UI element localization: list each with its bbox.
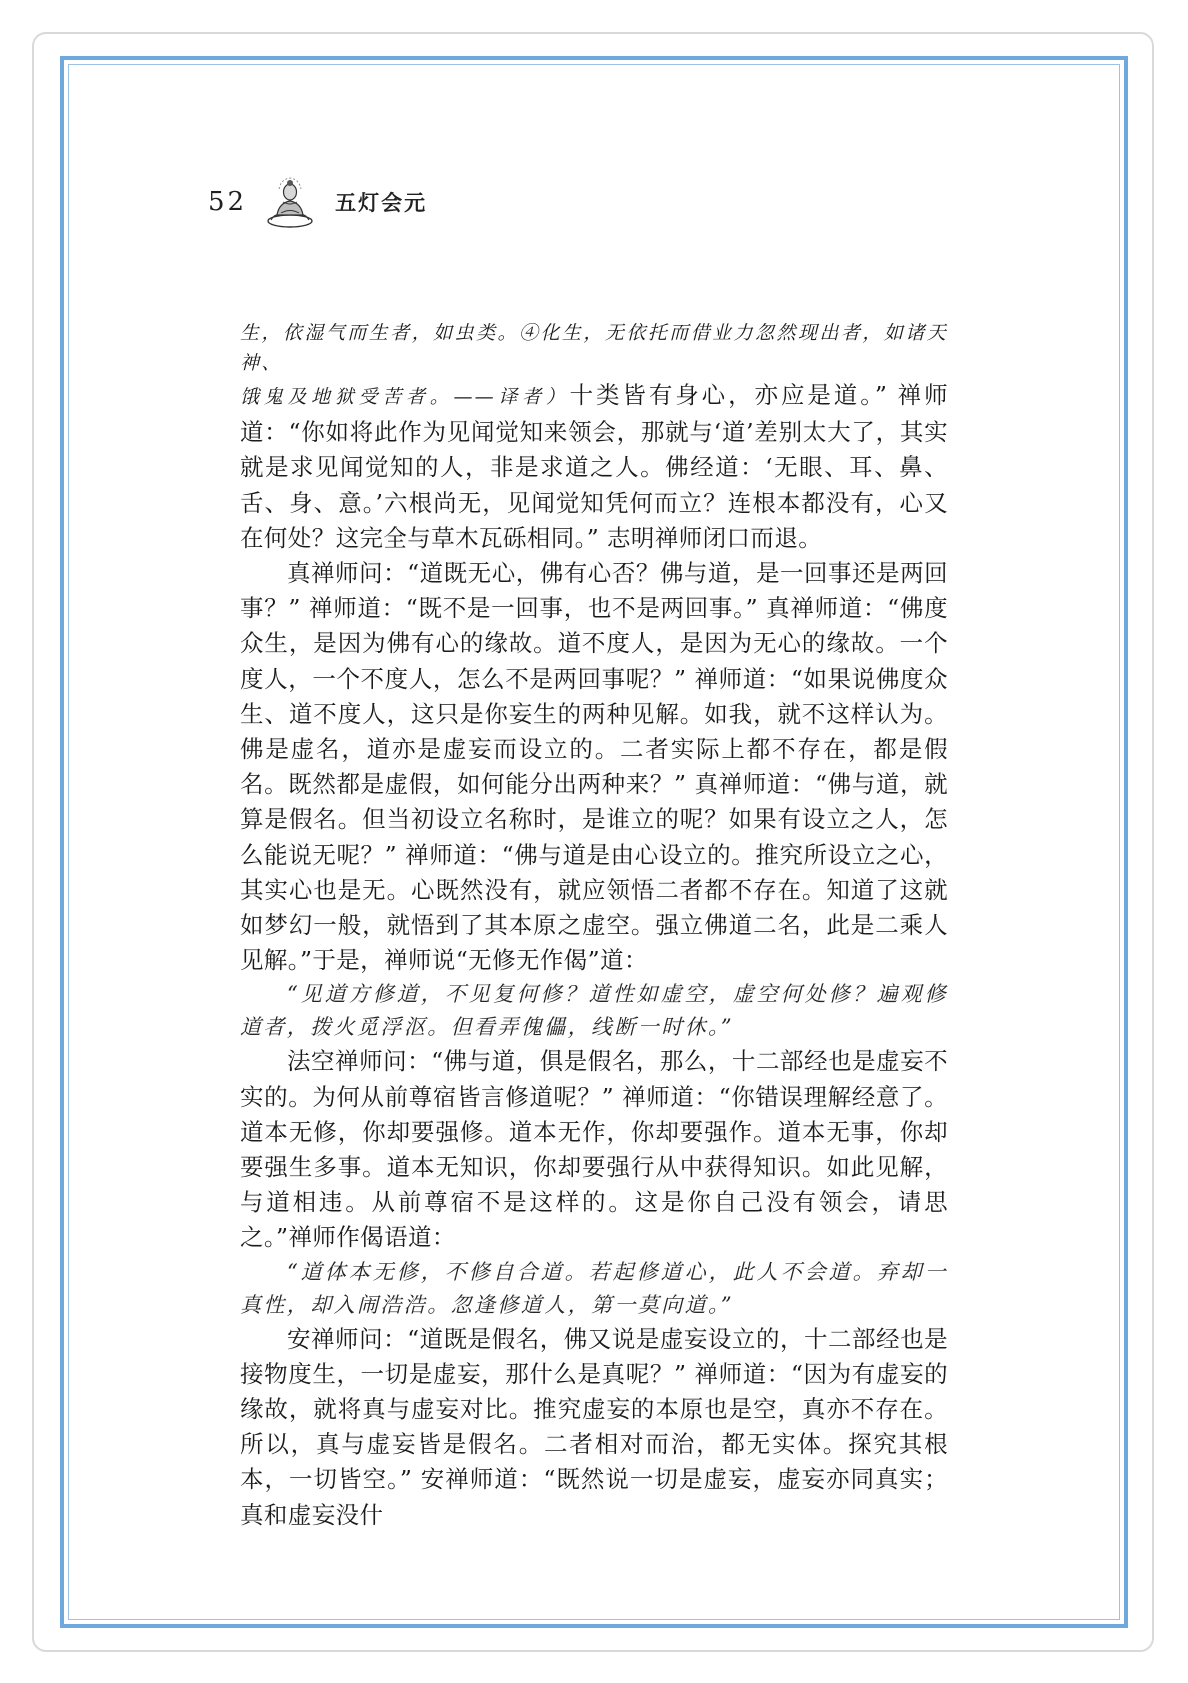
verse-2: “道体本无修，不修自合道。若起修道心，此人不会道。弃却一真性，却入闹浩浩。忽逢修道人，第一莫向道。” (240, 1259, 948, 1317)
paragraph-4: 安禅师问：“道既是假名，佛又说是虚妄设立的，十二部经也是接物度生，一切是虚妄，那什么是真呢？” 禅师道：“因为有虚妄的缘故，就将真与虚妄对比。推究虚妄的本原也是空，真亦不存在。所以，真与虚妄皆是假名。二者相对而治，都无实体。探究其根本，一切皆空。” 安禅师道：“既然说一切是虚妄，虚妄亦同真实；真和虚妄没什 (240, 1324, 948, 1529)
paragraph-1 (240, 378, 948, 556)
paragraph-2: 真禅师问：“道既无心，佛有心否？佛与道，是一回事还是两回事？” 禅师道：“既不是一回事，也不是两回事。” 真禅师道：“佛度众生，是因为佛有心的缘故。道不度人，是因为无心的缘故。一个度人，一个不度人，怎么不是两回事呢？” 禅师道：“如果说佛度众生、道不度人，这只是你妄生的两种见解。如我，就不这样认为。佛是虚名，道亦是虚妄而设立的。二者实际上都不存在，都是假名。既然都是虚假，如何能分出两种来？” 真禅师道：“佛与道，就算是假名。但当初设立名称时，是谁立的呢？如果有设立之人，怎么能说无呢？” 禅师道：“佛与道是由心设立的。推究所设立之心，其实心也是无。心既然没有，就应领悟二者都不存在。知道了这就如梦幻一般，就悟到了其本原之虚空。强立佛道二名，此是二乘人见解。”于是，禅师说“无修无作偈”道： (240, 559, 948, 975)
paragraph-1-text: 十类皆有身心，亦应是道。” 禅师道：“你如将此作为见闻觉知来领会，那就与‘道’差别太大了，其实就是求见闻觉知的人，非是求道之人。佛经道：‘无眼、耳、鼻、舌、身、意。’六根尚无，见闻觉知凭何而立？连根本都没有，心又在何处？这完全与草木瓦砾相同。” 志明禅师闭口而退。 (240, 381, 948, 552)
note-line-2: 饿鬼及地狱受苦者。——译者） (240, 386, 570, 408)
page-header (208, 172, 427, 232)
verse-1: “见道方修道，不见复何修？道性如虚空，虚空何处修？遍观修道者，拨火觅浮沤。但看弄傀儡，线断一时休。” (240, 982, 948, 1040)
page-number: 52 (208, 187, 248, 217)
translator-note (240, 318, 948, 378)
note-line-1: 生，依湿气而生者，如虫类。④化生，无依托而借业力忽然现出者，如诸天神、 (240, 322, 948, 374)
buddha-icon (263, 175, 317, 229)
page-content (240, 318, 948, 1533)
paragraph-3: 法空禅师问：“佛与道，俱是假名，那么，十二部经也是虚妄不实的。为何从前尊宿皆言修道呢？” 禅师道：“你错误理解经意了。道本无修，你却要强修。道本无作，你却要强作。道本无事，你却要强生多事。道本无知识，你却要强行从中获得知识。如此见解，与道相违。从前尊宿不是这样的。这是你自己没有领会，请思之。”禅师作偈语道： (240, 1047, 948, 1252)
book-title: 五灯会元 (335, 191, 428, 215)
